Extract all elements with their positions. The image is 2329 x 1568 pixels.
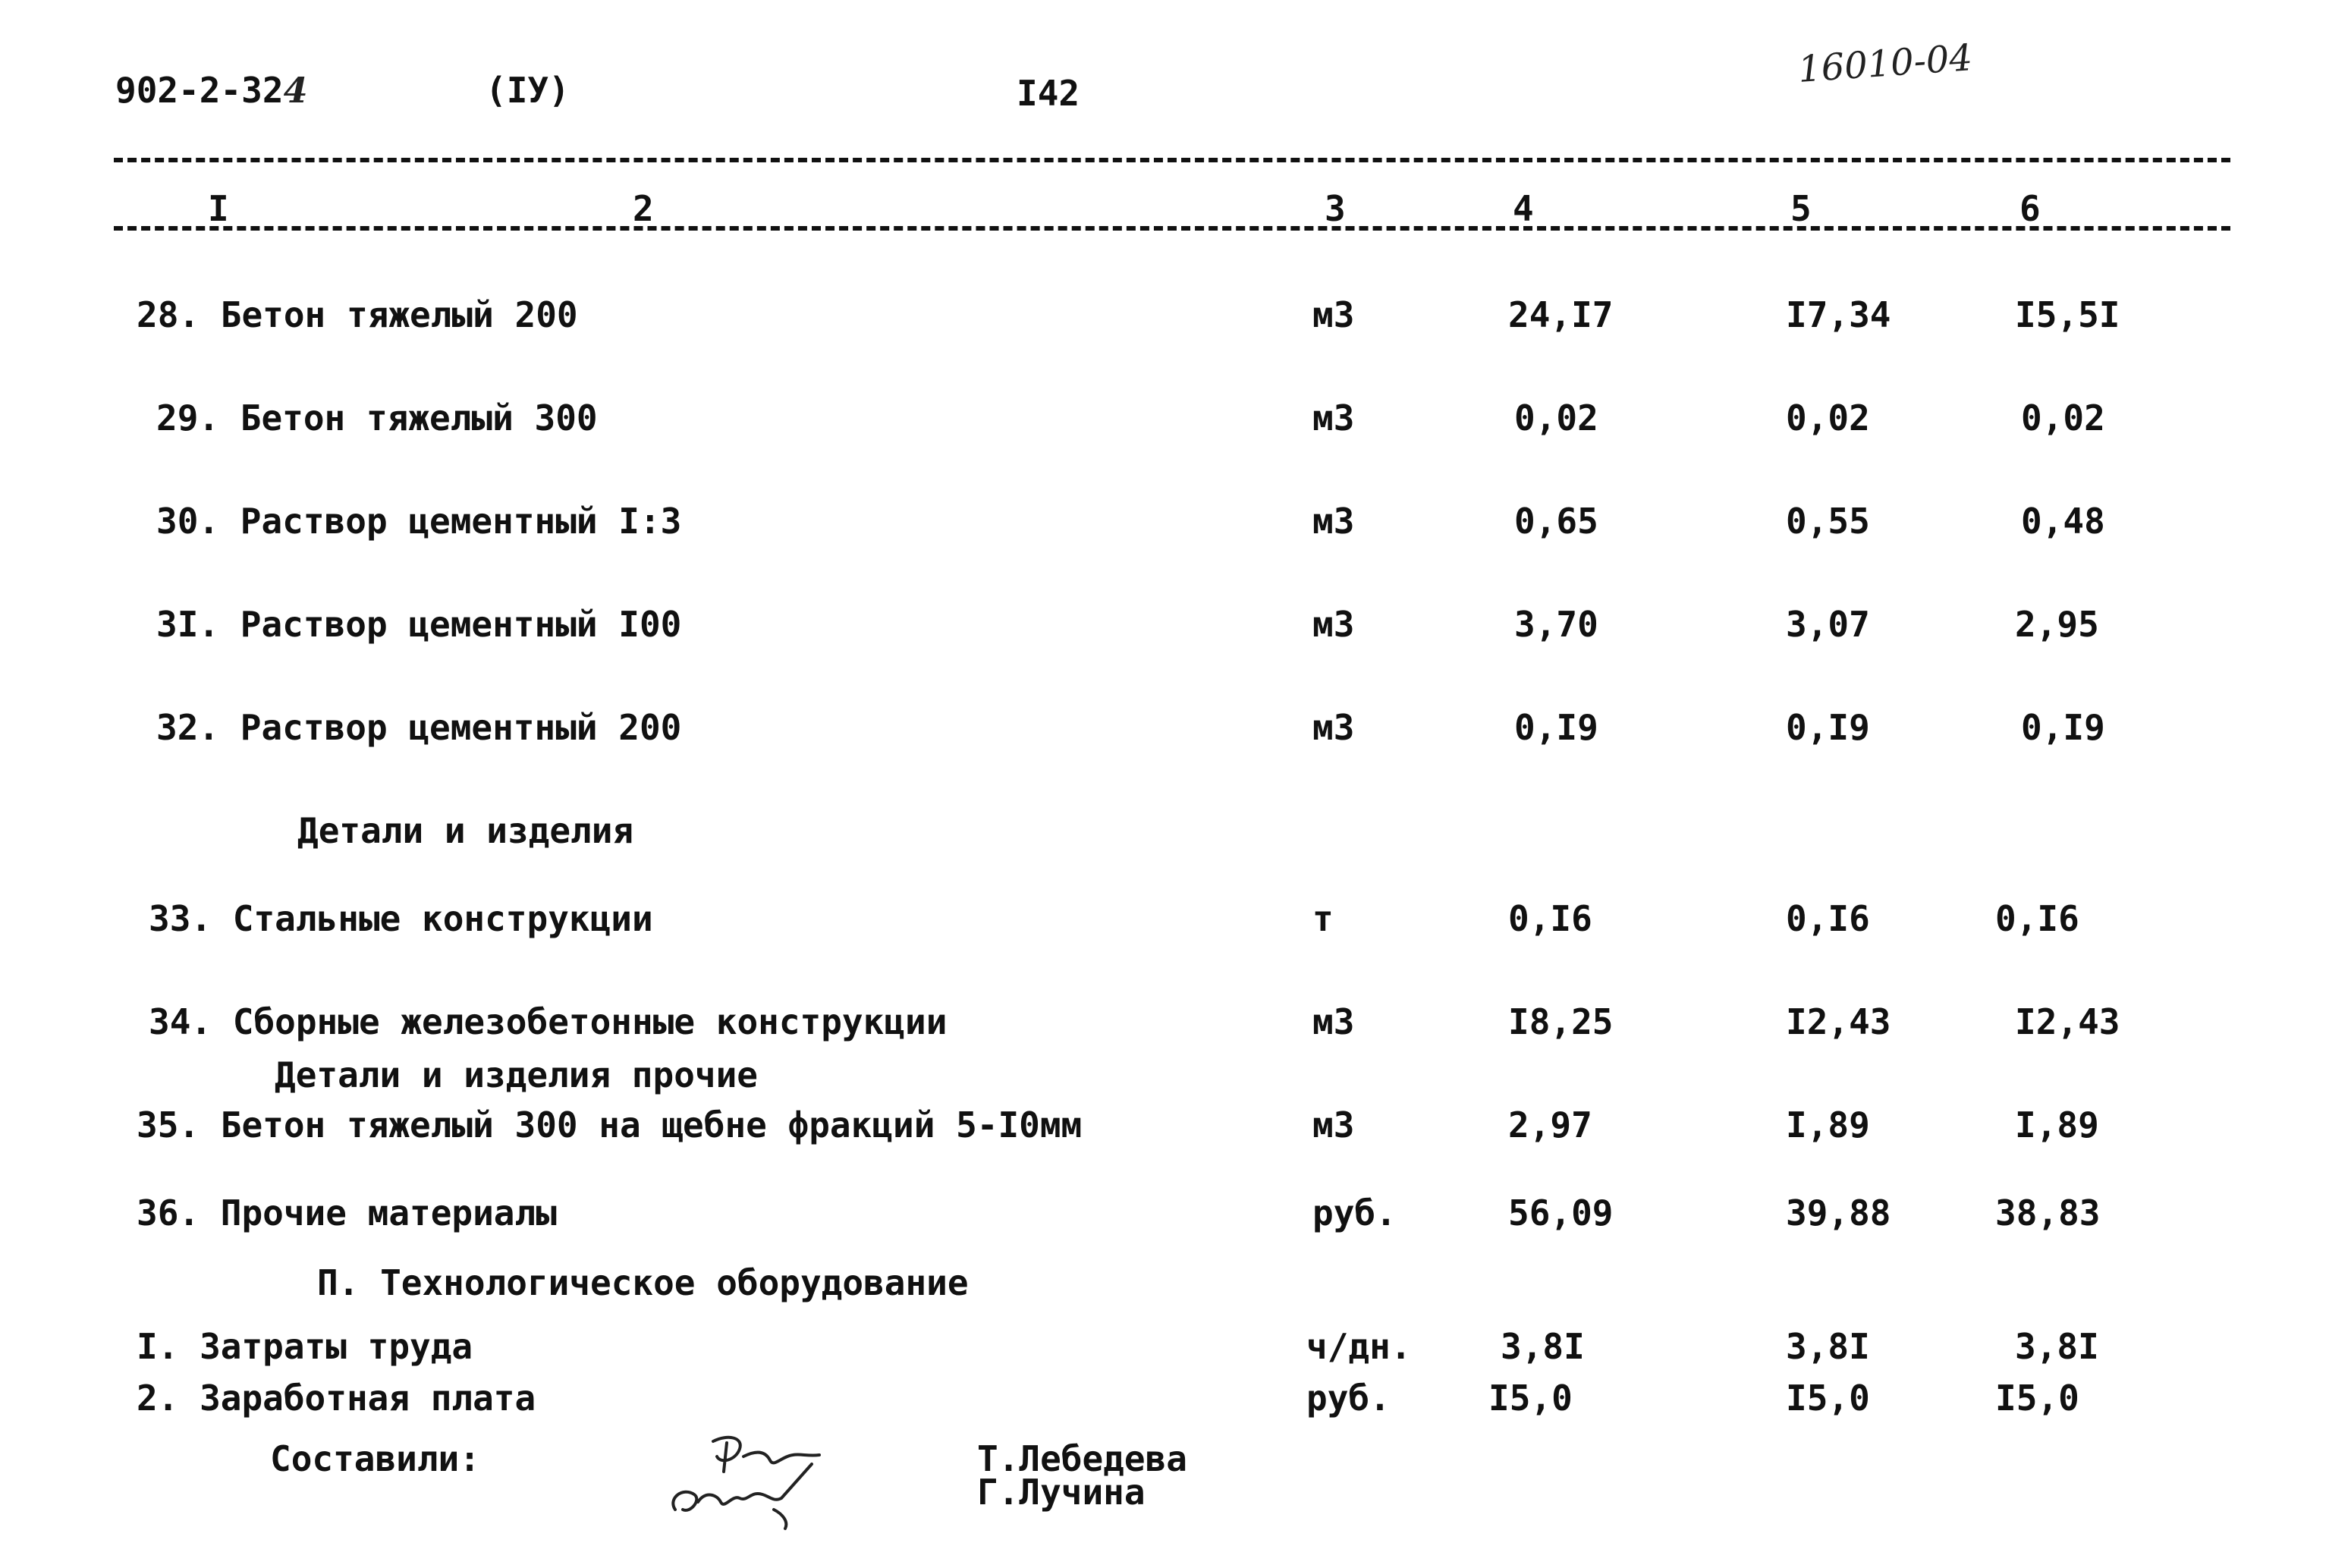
row-col6: I2,43 <box>2015 1001 2120 1042</box>
row-description: 2. Заработная плата <box>137 1378 536 1419</box>
row-col5: 39,88 <box>1786 1192 1891 1233</box>
row-col5: I5,0 <box>1786 1378 1870 1419</box>
row-unit: руб. <box>1312 1192 1397 1233</box>
row-unit: м3 <box>1312 1105 1355 1145</box>
row-description: 3I. Раствор цементный I00 <box>156 604 682 645</box>
handwritten-reference: 16010-04 <box>1796 36 1974 91</box>
section-heading: Детали и изделия <box>297 810 634 851</box>
row-description: 34. Сборные железобетонные конструкции <box>149 1001 948 1042</box>
row-unit: ч/дн. <box>1306 1326 1412 1367</box>
row-col6: 2,95 <box>2015 604 2099 645</box>
author-name-2: Г.Лучина <box>977 1472 1146 1513</box>
row-col5: 0,I9 <box>1786 707 1870 748</box>
row-col5: 0,02 <box>1786 397 1870 438</box>
row-col4: I8,25 <box>1508 1001 1614 1042</box>
doc-code-handwritten-digit: 4 <box>283 70 308 111</box>
row-col6: 38,83 <box>1995 1192 2101 1233</box>
volume-label: (IУ) <box>486 70 570 111</box>
row-col4: 24,I7 <box>1508 294 1614 335</box>
row-unit: т <box>1312 898 1334 939</box>
handwritten-signatures <box>660 1426 888 1548</box>
row-description: 28. Бетон тяжелый 200 <box>137 294 578 335</box>
column-header-3: 3 <box>1320 191 1350 226</box>
row-col4: I5,0 <box>1488 1378 1573 1419</box>
row-description: 29. Бетон тяжелый 300 <box>156 397 598 438</box>
column-header-2: 2 <box>628 191 658 226</box>
column-header-1: I <box>203 191 234 226</box>
row-col5: 0,I6 <box>1786 898 1870 939</box>
header-bottom-rule <box>114 226 2230 231</box>
row-unit: м3 <box>1312 501 1355 542</box>
row-col6: 0,48 <box>2021 501 2105 542</box>
row-description: 30. Раствор цементный I:3 <box>156 501 682 542</box>
page-number: I42 <box>1017 73 1080 114</box>
row-col6: 0,I9 <box>2021 707 2105 748</box>
row-unit: м3 <box>1312 294 1355 335</box>
doc-code: 902-2-324 <box>115 70 308 111</box>
column-header-4: 4 <box>1508 191 1539 226</box>
author-name-1: Т.Лебедева <box>977 1438 1187 1479</box>
section-heading: П. Технологическое оборудование <box>317 1262 969 1303</box>
row-col5: 0,55 <box>1786 501 1870 542</box>
row-unit: м3 <box>1312 1001 1355 1042</box>
section-subheading: Детали и изделия прочие <box>275 1054 758 1095</box>
row-col6: 0,I6 <box>1995 898 2079 939</box>
row-col4: 0,I6 <box>1508 898 1592 939</box>
row-col4: 2,97 <box>1508 1105 1592 1145</box>
row-col6: 0,02 <box>2021 397 2105 438</box>
row-description: 35. Бетон тяжелый 300 на щебне фракций 5-I0мм <box>137 1105 1083 1145</box>
row-description: I. Затраты труда <box>137 1326 473 1367</box>
row-col4: 0,65 <box>1514 501 1598 542</box>
row-col6: I5,5I <box>2015 294 2120 335</box>
row-col5: I,89 <box>1786 1105 1870 1145</box>
row-col6: I5,0 <box>1995 1378 2079 1419</box>
row-col4: 56,09 <box>1508 1192 1614 1233</box>
row-unit: м3 <box>1312 397 1355 438</box>
header-top-rule <box>114 158 2230 162</box>
row-description: 36. Прочие материалы <box>137 1192 557 1233</box>
row-col5: 3,07 <box>1786 604 1870 645</box>
row-col4: 3,8I <box>1501 1326 1585 1367</box>
compiled-by-label: Составили: <box>270 1438 480 1479</box>
row-col5: I2,43 <box>1786 1001 1891 1042</box>
column-header-6: 6 <box>2015 191 2045 226</box>
row-col4: 0,I9 <box>1514 707 1598 748</box>
row-col4: 0,02 <box>1514 397 1598 438</box>
row-unit: м3 <box>1312 707 1355 748</box>
row-col4: 3,70 <box>1514 604 1598 645</box>
row-unit: руб. <box>1306 1378 1391 1419</box>
row-col6: I,89 <box>2015 1105 2099 1145</box>
column-header-5: 5 <box>1786 191 1816 226</box>
row-col5: I7,34 <box>1786 294 1891 335</box>
row-col5: 3,8I <box>1786 1326 1870 1367</box>
row-description: 33. Стальные конструкции <box>149 898 653 939</box>
row-description: 32. Раствор цементный 200 <box>156 707 682 748</box>
row-unit: м3 <box>1312 604 1355 645</box>
row-col6: 3,8I <box>2015 1326 2099 1367</box>
